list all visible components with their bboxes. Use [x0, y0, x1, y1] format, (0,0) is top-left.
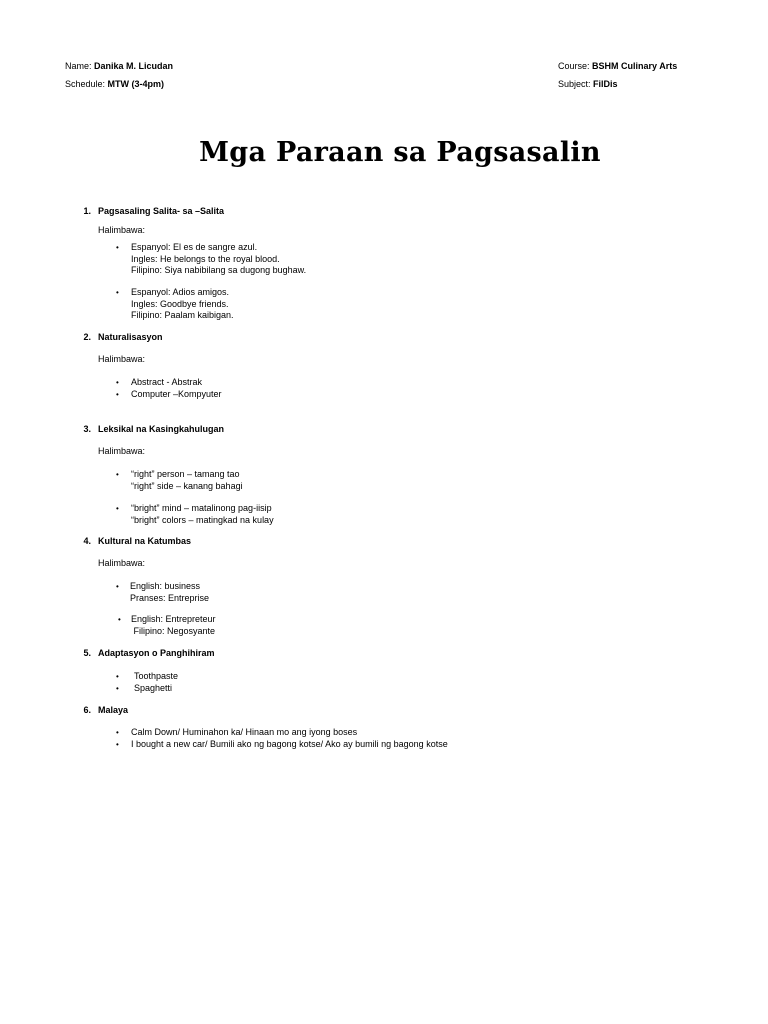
course-field — [558, 61, 677, 73]
bullet-icon: • — [116, 728, 119, 737]
schedule-field — [65, 79, 164, 91]
example-label: Halimbawa: — [98, 446, 146, 456]
bullet-icon: • — [116, 504, 119, 513]
example-line: Ingles: He belongs to the royal blood. — [131, 253, 280, 264]
schedule-label: Schedule: — [65, 79, 106, 89]
bullet-icon: • — [116, 739, 119, 749]
bullet-icon: • — [118, 615, 121, 624]
bullet-icon: • — [116, 288, 119, 297]
example-line: Abstract - Abstrak — [131, 377, 203, 387]
example-line: Filipino: Siya nabibilang sa dugong bughaw. — [131, 265, 307, 275]
bullet-icon: • — [116, 582, 119, 591]
example-line: Espanyol: Adios amigos. — [131, 287, 230, 297]
example-line: Spaghetti — [134, 682, 173, 693]
section-heading: Kultural na Katumbas — [98, 536, 192, 546]
bullet-icon: • — [116, 683, 119, 693]
section-number: 6. — [83, 705, 91, 715]
section-number: 2. — [83, 332, 91, 342]
subject-field — [558, 79, 618, 91]
example-line: English: business — [130, 581, 201, 591]
example-line: English: Entrepreteur — [131, 614, 216, 624]
example-label: Halimbawa: — [98, 225, 146, 235]
section-number: 5. — [83, 648, 91, 658]
schedule-value: MTW (3-4pm) — [107, 79, 165, 89]
bullet-icon: • — [116, 470, 119, 479]
bullet-icon: • — [116, 243, 119, 252]
example-line: Calm Down/ Huminahon ka/ Hinaan mo ang iyong boses — [131, 727, 358, 737]
example-line: Filipino: Paalam kaibigan. — [131, 310, 234, 320]
example-line: I bought a new car/ Bumili ako ng bagong kotse/ Ako ay bumili ng bagong kotse — [131, 738, 448, 749]
example-label: Halimbawa: — [98, 354, 146, 364]
page-title: Mga Paraan sa Pagsasalin — [199, 137, 601, 168]
section-heading: Malaya — [98, 705, 129, 715]
course-label: Course: — [558, 61, 590, 71]
example-line: “bright” mind – matalinong pag-iisip — [131, 503, 272, 513]
section-heading: Naturalisasyon — [98, 332, 163, 342]
example-line: “right” side – kanang bahagi — [131, 480, 243, 491]
section-heading: Leksikal na Kasingkahulugan — [98, 424, 225, 434]
example-line: Ingles: Goodbye friends. — [131, 298, 229, 309]
section-number: 1. — [83, 206, 91, 216]
course-value: BSHM Culinary Arts — [592, 61, 678, 71]
section-heading: Adaptasyon o Panghihiram — [98, 648, 215, 658]
example-label: Halimbawa: — [98, 558, 146, 568]
section-number: 4. — [83, 536, 91, 546]
example-line: “bright” colors – matingkad na kulay — [131, 514, 274, 525]
name-value: Danika M. Licudan — [94, 61, 174, 71]
section-number: 3. — [83, 424, 91, 434]
example-line: Filipino: Negosyante — [131, 625, 216, 636]
example-line: Toothpaste — [134, 671, 179, 681]
subject-label: Subject: — [558, 79, 591, 89]
example-line: Pranses: Entreprise — [130, 592, 210, 603]
bullet-icon: • — [116, 672, 119, 681]
bullet-icon: • — [116, 378, 119, 387]
name-field — [65, 61, 173, 73]
subject-value: FilDis — [593, 79, 618, 89]
bullet-icon: • — [116, 389, 119, 399]
example-line: Espanyol: El es de sangre azul. — [131, 242, 258, 252]
example-line: Computer –Kompyuter — [131, 388, 222, 399]
name-label: Name: — [65, 61, 92, 71]
section-heading: Pagsasaling Salita- sa –Salita — [98, 206, 225, 216]
example-line: “right” person – tamang tao — [131, 469, 240, 479]
